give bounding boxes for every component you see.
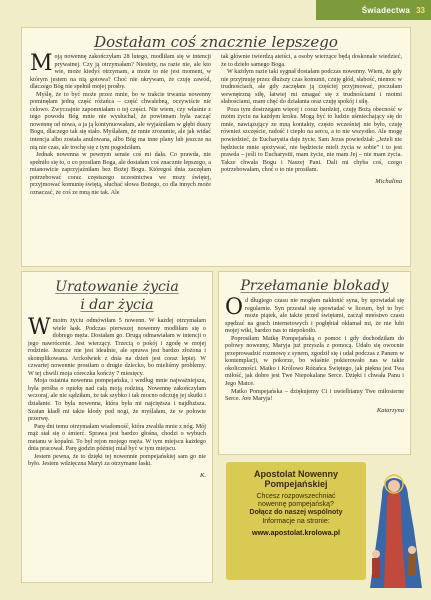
drop-cap: M: [30, 51, 53, 76]
drop-cap: W: [28, 315, 51, 340]
article-title-line: Uratowanie życia: [55, 279, 179, 295]
article-paragraph: Poprosiłam Matkę Pompejańską o pomoc i gdy dochodziłam do połowy nowenny, Maryja już przyszła z pomocą. Udało się owocnie przeprowadzić rozmowę z synem, zgodził się i udał podczas z Panem w kontemplacji, w pokorze, bo właśnie pokierowało nas w takie okoliczności. Matko i Królowo Różańca Świętego, jak piękna jest Twa miłość, jak dobre jest Twe Niepokalane Serce. Dzięki i chwała Panu i Jego Matce.: [225, 335, 404, 388]
drop-cap: O: [225, 295, 244, 320]
article-title-line: i dar życia: [80, 297, 154, 313]
article-paragraph: Jednak nowenna w pewnym sensie coś mi dała. Co prawda, nie spełniło się to, o co prosiłam Boga, ale dostałam coś znacznie lepszego, a mianowicie zaprzyjaźniłam bez Bożej Bogu. Któregoś dnia zaczęłam potrzebować coraz częstszego uczestnictwa we mszy świętej, przyjmować komunię świętą, słuchać słowa Bożego, co dla innych może oznaczać, że coś ze mną nie tak. Ale: [30, 152, 211, 196]
article-paragraph: Moja ostatnia nowenna pompejańska, i według mnie najważniejsza, była prośba o opiekę nad całą moją rodziną. Nowennę zakończyłam wczoraj, ale nie sądziłam, że tak szybko i tak mocno odczuję jej skutki i działanie. To była nowenna, która była mi najcięższa i najdłuższa. Szatan kładł mi takie kłody pod nogi, że myślałam, że w połowie przerwę.: [28, 378, 206, 423]
article-column-1: [30, 51, 211, 197]
ad-headline: Apostolat Nowenny Pompejańskiej: [253, 469, 338, 489]
article-paragraph: tak głównie twierdzą ateiści, a osoby wierzące będą doskonale wiedzieć, że to dzieło samego Boga.: [221, 54, 402, 68]
article-column-2: [221, 54, 402, 197]
madonna-illustration: [356, 470, 426, 588]
testimony-card-right: [218, 271, 411, 455]
article-paragraph: Od długiego czasu nie mogłam nakłonić syna, by spowiadał się regularnie. Syn przestał się spowiadać w liceum, był to być może piątek, ale także przed świętami, zaczął mnóstwo czasu spędzać na grach internetowych i pogłębiał okłamał mi, że nie lubi mojej wiki, bardzo nas to niepokoiło.: [225, 295, 404, 335]
article-paragraph: Poza tym dostrzegam więcej i coraz bardziej, czuję Bożą obecność w moim życiu na każdym kroku. Mogą być to ludzie uśmiechający się do mnie, nawiązujący ze mną kontakty, często wcześniej nie było, czuję również szczęście, radość i ciepło na sercu, a to nie wszystko. Ale mogę powiedzieć, że Eucharystia daje życie. Sam Jezus powiedział: „Jeżeli nie będziecie mnie spożywać, nie będziecie mieli życia w sobie” i to jest prawda – jeśli to Eucharystii, mam życie, nie mam Jej – nie mam życia. Takze chwała Bogu i Naszej Pani. Dali mi chyba coś, czego potrzebowałam, choć o to nie prosiłam.: [221, 106, 402, 174]
testimony-card-top: [21, 27, 411, 267]
section-header-tab: [316, 0, 431, 20]
article-title: Dostałam coś znacznie lepszego: [94, 33, 338, 51]
author-signature: Katarzyna: [376, 406, 404, 414]
article-paragraph: Myślę, że to być może przez mnie, bo w trakcie trwania nowenny pominęłam jedną część różańca – część chwalebną, oczywiście nie celowo. Zwyczajnie zapomniałam o tej części. Nie wiem, czy właśnie z tego powodu Bóg mnie nie wysłuchał, że powinnam była zacząć nowennę od nowa, a ja ją kontynuowałam, ale wyjaśniłam w głębi duszy Bogu, dlaczego tak się stało. Myślałam, że mnie zrozumie, ale jak widać intencja albo została anulowana, albo Bóg ma inne plany lub jeszcze na nią nie czas, ale trochę się z tym pogodziłam.: [30, 91, 211, 151]
author-signature: Michalina: [375, 177, 402, 185]
article-title: Przełamanie blokady: [240, 278, 389, 294]
article-paragraph: Wmoim życiu odmówiłam 5 nowenn. W każdej otrzymałam wiele łask. Podczas pierwszej nowenny modliłam się o dobrego męża. Dostałam go. Drugą odmawiałam w intencji o jego nawrócenie. Jest wierzący. Trzecią o pokój i zgodę w mojej rodzinie. Jeszcze nie jest idealnie, ale sprawa jest bardzo złożona i skomplikowana. Arckołwiek z dnia na dzień jest coraz lepiej. W czwartej nowennie prosiłam o drugie dziecko, bo mieliśmy problemy. W tej chwili moja córeczka kończy 7 miesięcy.: [28, 315, 206, 377]
article-columns: [30, 51, 402, 197]
article-paragraph: Moją nowennę zakończyłam 28 lutego, modliłam się w intencji prywatnej. Czy ją otrzymałam? Niestety, na razie nie, ale kto wie, może kiedyś otrzymam, a może to nie jest moment, w którym jestem na nią gotowa? Choć nie ukrywam, że czuję zawód, dlaczego Bóg nie spełnił mojej prośby.: [30, 51, 211, 91]
article-paragraph: Jestem pewna, że to dzięki tej nowennie pompejańskiej sam go nie było. Jestem wdzięczna Maryi za otrzymane łaski.: [28, 453, 206, 468]
section-name: Świadectwa: [361, 5, 411, 15]
testimony-card-left: [21, 271, 213, 583]
article-paragraph: Parę dni temu otrzymałam wiadomość, która zwaliła mnie z nóg. Mój mąż stał się o śmierć. Sprawa jest bardzo głośna, chodzi o wybuch metanu w kopalni. To był rejon mojego męża. W tym miejscu każdego dnia pracował. Parę godzin później miał być w tym miejscu.: [28, 423, 206, 453]
article-paragraph: Matko Pompejańska – dziękujemy Ci i uwielbiamy Twe miłosierne Serce. Ave Maryja!: [225, 388, 404, 403]
page-number: 33: [416, 5, 425, 15]
ad-body-text: Chcesz rozpowszechniać nowennę pompejańską? Dołącz do naszej wspólnoty Informacje na stronie:: [249, 493, 343, 525]
apostolate-ad-box: [226, 462, 366, 580]
article-title: [28, 278, 206, 314]
article-paragraph: W każdym razie taki sygnał dostałam podczas nowenny. Wiem, że gdy nie przyjmuję przez dłuższy czas komunii, czuję głód, słabość, niemoc w trudnościach, ale gdy zaczęłam ją częściej przyjmować, poczułam wewnętrzną siłę, łatwiej mi zmagać się z trudnościami i moimi słabościami, mam chęć do działania oraz czuję spokój i siłę.: [221, 69, 402, 106]
ad-website-link[interactable]: www.apostolat.krolowa.pl: [252, 527, 340, 537]
author-signature: K.: [200, 471, 206, 479]
